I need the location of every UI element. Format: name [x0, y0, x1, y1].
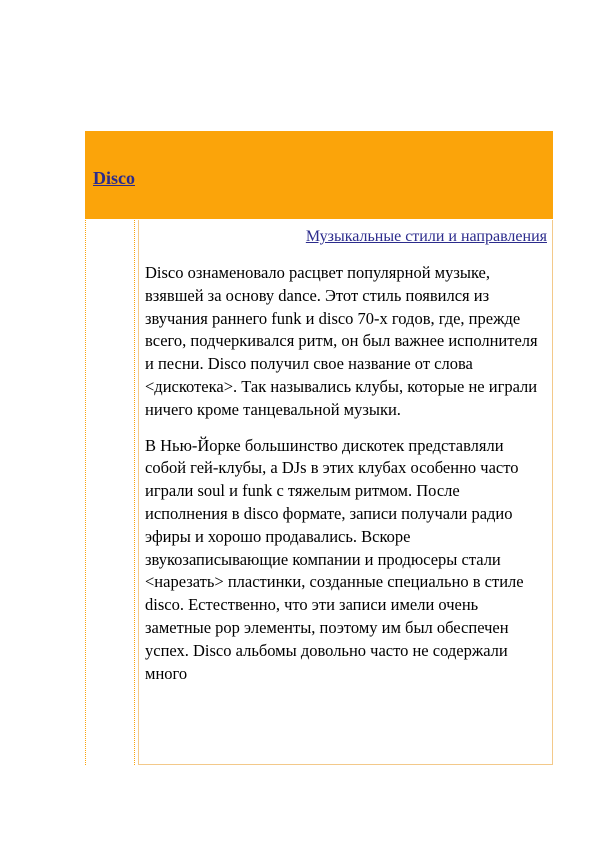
article-paragraph: Disco ознаменовало расцвет популярной музыке, взявшей за основу dance. Этот стиль появился из звучания раннего funk и disco 70-х годов, где, прежде всего, подчеркивался ритм, он был важнее исполнителя и песни. Disco получил свое название от слова <дискотека>. Так назывались клубы, которые не играли ничего кроме танцевальной музыки. [145, 263, 538, 419]
article-body [145, 262, 545, 762]
section-nav-link[interactable]: Музыкальные стили и направления [305, 228, 547, 245]
article-paragraph: В Нью-Йорке большинство дискотек представляли собой гей-клубы, а DJs в этих клубах особенно часто играли soul и funk с тяжелым ритмом. После исполнения в disco формате, записи получали радио эфиры и хорошо продавались. Вскоре звукозаписывающие компании и продюсеры стали <нарезать> пластинки, созданные специально в стиле disco. Естественно, что эти записи имели очень заметные pop элементы, поэтому им был обеспечен успех. Disco альбомы довольно часто не содержали много [145, 435, 524, 683]
header-band [85, 131, 553, 219]
page-title-link[interactable]: Disco [93, 168, 135, 188]
left-column-cell [85, 220, 135, 765]
